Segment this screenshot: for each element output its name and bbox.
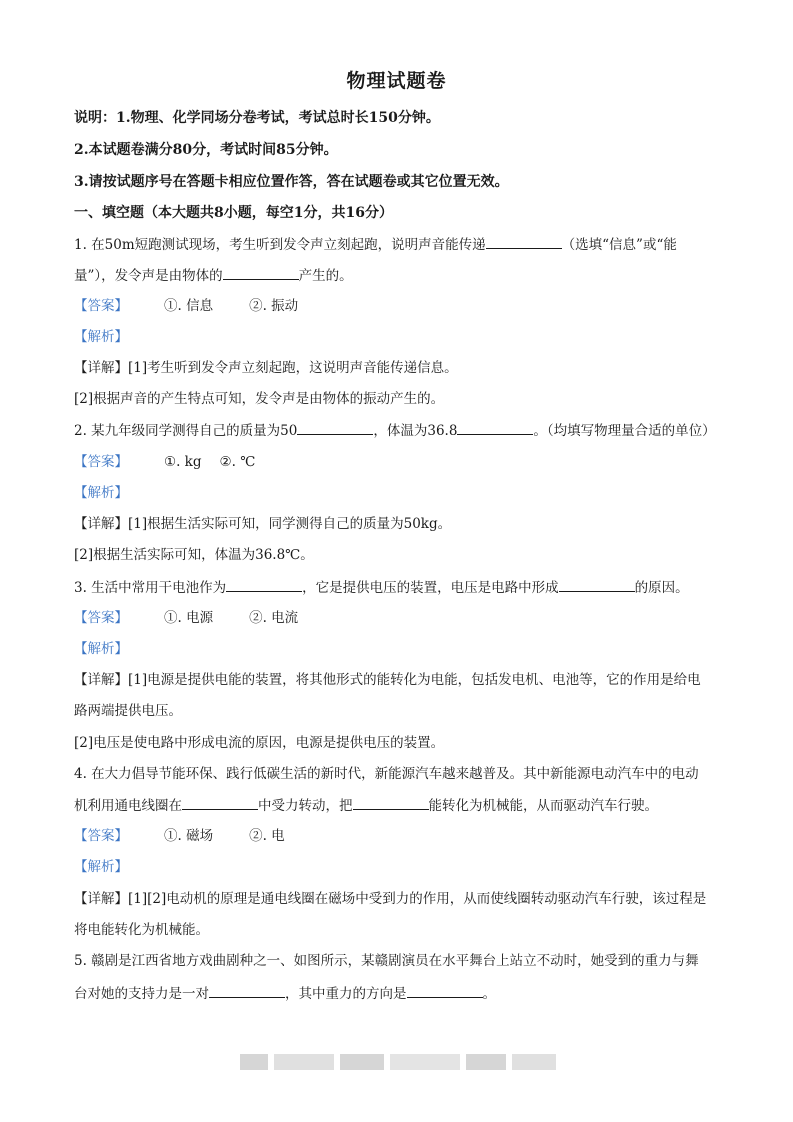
question-text: 机利用通电线圈在 [74,798,182,814]
detail-text: [1]根据生活实际可知，同学测得自己的质量为50kg。 [128,516,452,532]
question-4-line-1: 4. 在大力倡导节能环保、践行低碳生活的新时代，新能源汽车越来越普及。其中新能源电动汽车中的电动 [74,766,699,782]
answer-2: ②. 振动 [249,298,299,314]
question-text: 中受力转动，把 [258,798,353,814]
question-text: ，其中重力的方向是 [285,986,407,1002]
detail-label: 【详解】 [74,891,128,907]
detail-text: [1][2]电动机的原理是通电线圈在磁场中受到力的作用，从而使线圈转动驱动汽车行驶，该过程是 [128,891,707,907]
question-5-line-2 [74,983,734,1004]
question-text: ，它是提供电压的装置，电压是电路中形成 [302,580,559,596]
note-3: 3.请按试题序号在答题卡相应位置作答，答在试题卷或其它位置无效。 [74,174,509,190]
answer-row [74,296,734,316]
answer-blank [486,234,562,249]
answer-blank [407,983,483,998]
detail-row [74,670,734,690]
detail-text-line: [2]电压是使电路中形成电流的原因，电源是提供电压的装置。 [74,735,445,751]
question-text: 能转化为机械能，从而驱动汽车行驶。 [428,798,658,814]
answer-label: 【答案】 [74,610,128,626]
question-1-line-1 [74,234,734,255]
answer-1: ①. 磁场 [164,828,214,844]
detail-row [74,514,734,534]
analysis-row [74,857,734,877]
answer-label: 【答案】 [74,454,128,470]
answer-1: ①. 电源 [164,610,214,626]
answer-blank [226,577,302,592]
answer-2: ②. ℃ [219,454,256,470]
analysis-label: 【解析】 [74,859,128,875]
question-text: 的原因。 [634,580,689,596]
answer-1: ①. 信息 [164,298,214,314]
detail-text-line: [2]根据生活实际可知，体温为36.8℃。 [74,547,314,563]
question-text: 3. 生活中常用干电池作为 [74,580,227,596]
page-title: 物理试题卷 [346,70,447,92]
question-3-line-1 [74,577,734,598]
answer-label: 【答案】 [74,828,128,844]
detail-label: 【详解】 [74,360,128,376]
answer-1: ①. kg [164,454,202,470]
question-text: （选填“信息”或“能 [561,237,677,253]
answer-blank [559,577,635,592]
analysis-label: 【解析】 [74,485,128,501]
answer-label: 【答案】 [74,298,128,314]
analysis-row [74,327,734,347]
answer-2: ②. 电流 [249,610,299,626]
detail-text: [1]考生听到发令声立刻起跑，这说明声音能传递信息。 [128,360,458,376]
detail-row [74,358,734,378]
question-text: 2. 某九年级同学测得自己的质量为50 [74,423,298,439]
detail-text-line: 将电能转化为机械能。 [74,922,209,938]
question-text: 台对她的支持力是一对 [74,986,209,1002]
answer-2: ②. 电 [249,828,285,844]
question-2-line-1 [74,420,734,441]
answer-blank [223,265,299,280]
answer-blank [353,795,429,810]
question-text: ，体温为36.8 [373,423,458,439]
question-text: 。（均填写物理量合适的单位） [533,423,716,439]
detail-label: 【详解】 [74,516,128,532]
answer-row [74,826,734,846]
question-text: 量”），发令声是由物体的 [74,268,223,284]
note-2: 2.本试题卷满分80分，考试时间85分钟。 [74,142,338,158]
answer-blank [457,420,533,435]
question-text: 产生的。 [298,268,353,284]
detail-text-line: 路两端提供电压。 [74,703,182,719]
answer-row [74,452,734,472]
answer-blank [182,795,258,810]
analysis-label: 【解析】 [74,329,128,345]
answer-blank [209,983,285,998]
detail-text: [1]电源是提供电能的装置，将其他形式的能转化为电能，包括发电机、电池等，它的作用是给电 [128,672,701,688]
analysis-row [74,483,734,503]
detail-text-line: [2]根据声音的产生特点可知，发令声是由物体的振动产生的。 [74,391,445,407]
question-4-line-2 [74,795,734,816]
detail-row [74,889,734,909]
analysis-row [74,639,734,659]
question-1-line-2 [74,265,734,286]
question-text: 1. 在50m短跑测试现场，考生听到发令声立刻起跑，说明声音能传递 [74,237,486,253]
answer-row [74,608,734,628]
analysis-label: 【解析】 [74,641,128,657]
blurred-footer-watermark [240,1054,556,1070]
section-title: 一、填空题（本大题共8小题，每空1分，共16分） [74,205,393,221]
question-5-line-1: 5. 赣剧是江西省地方戏曲剧种之一、如图所示，某赣剧演员在水平舞台上站立不动时，她受到的重力与舞 [74,953,699,969]
question-text: 。 [482,986,496,1002]
answer-blank [297,420,373,435]
note-1: 说明：1.物理、化学同场分卷考试，考试总时长150分钟。 [74,110,440,126]
detail-label: 【详解】 [74,672,128,688]
